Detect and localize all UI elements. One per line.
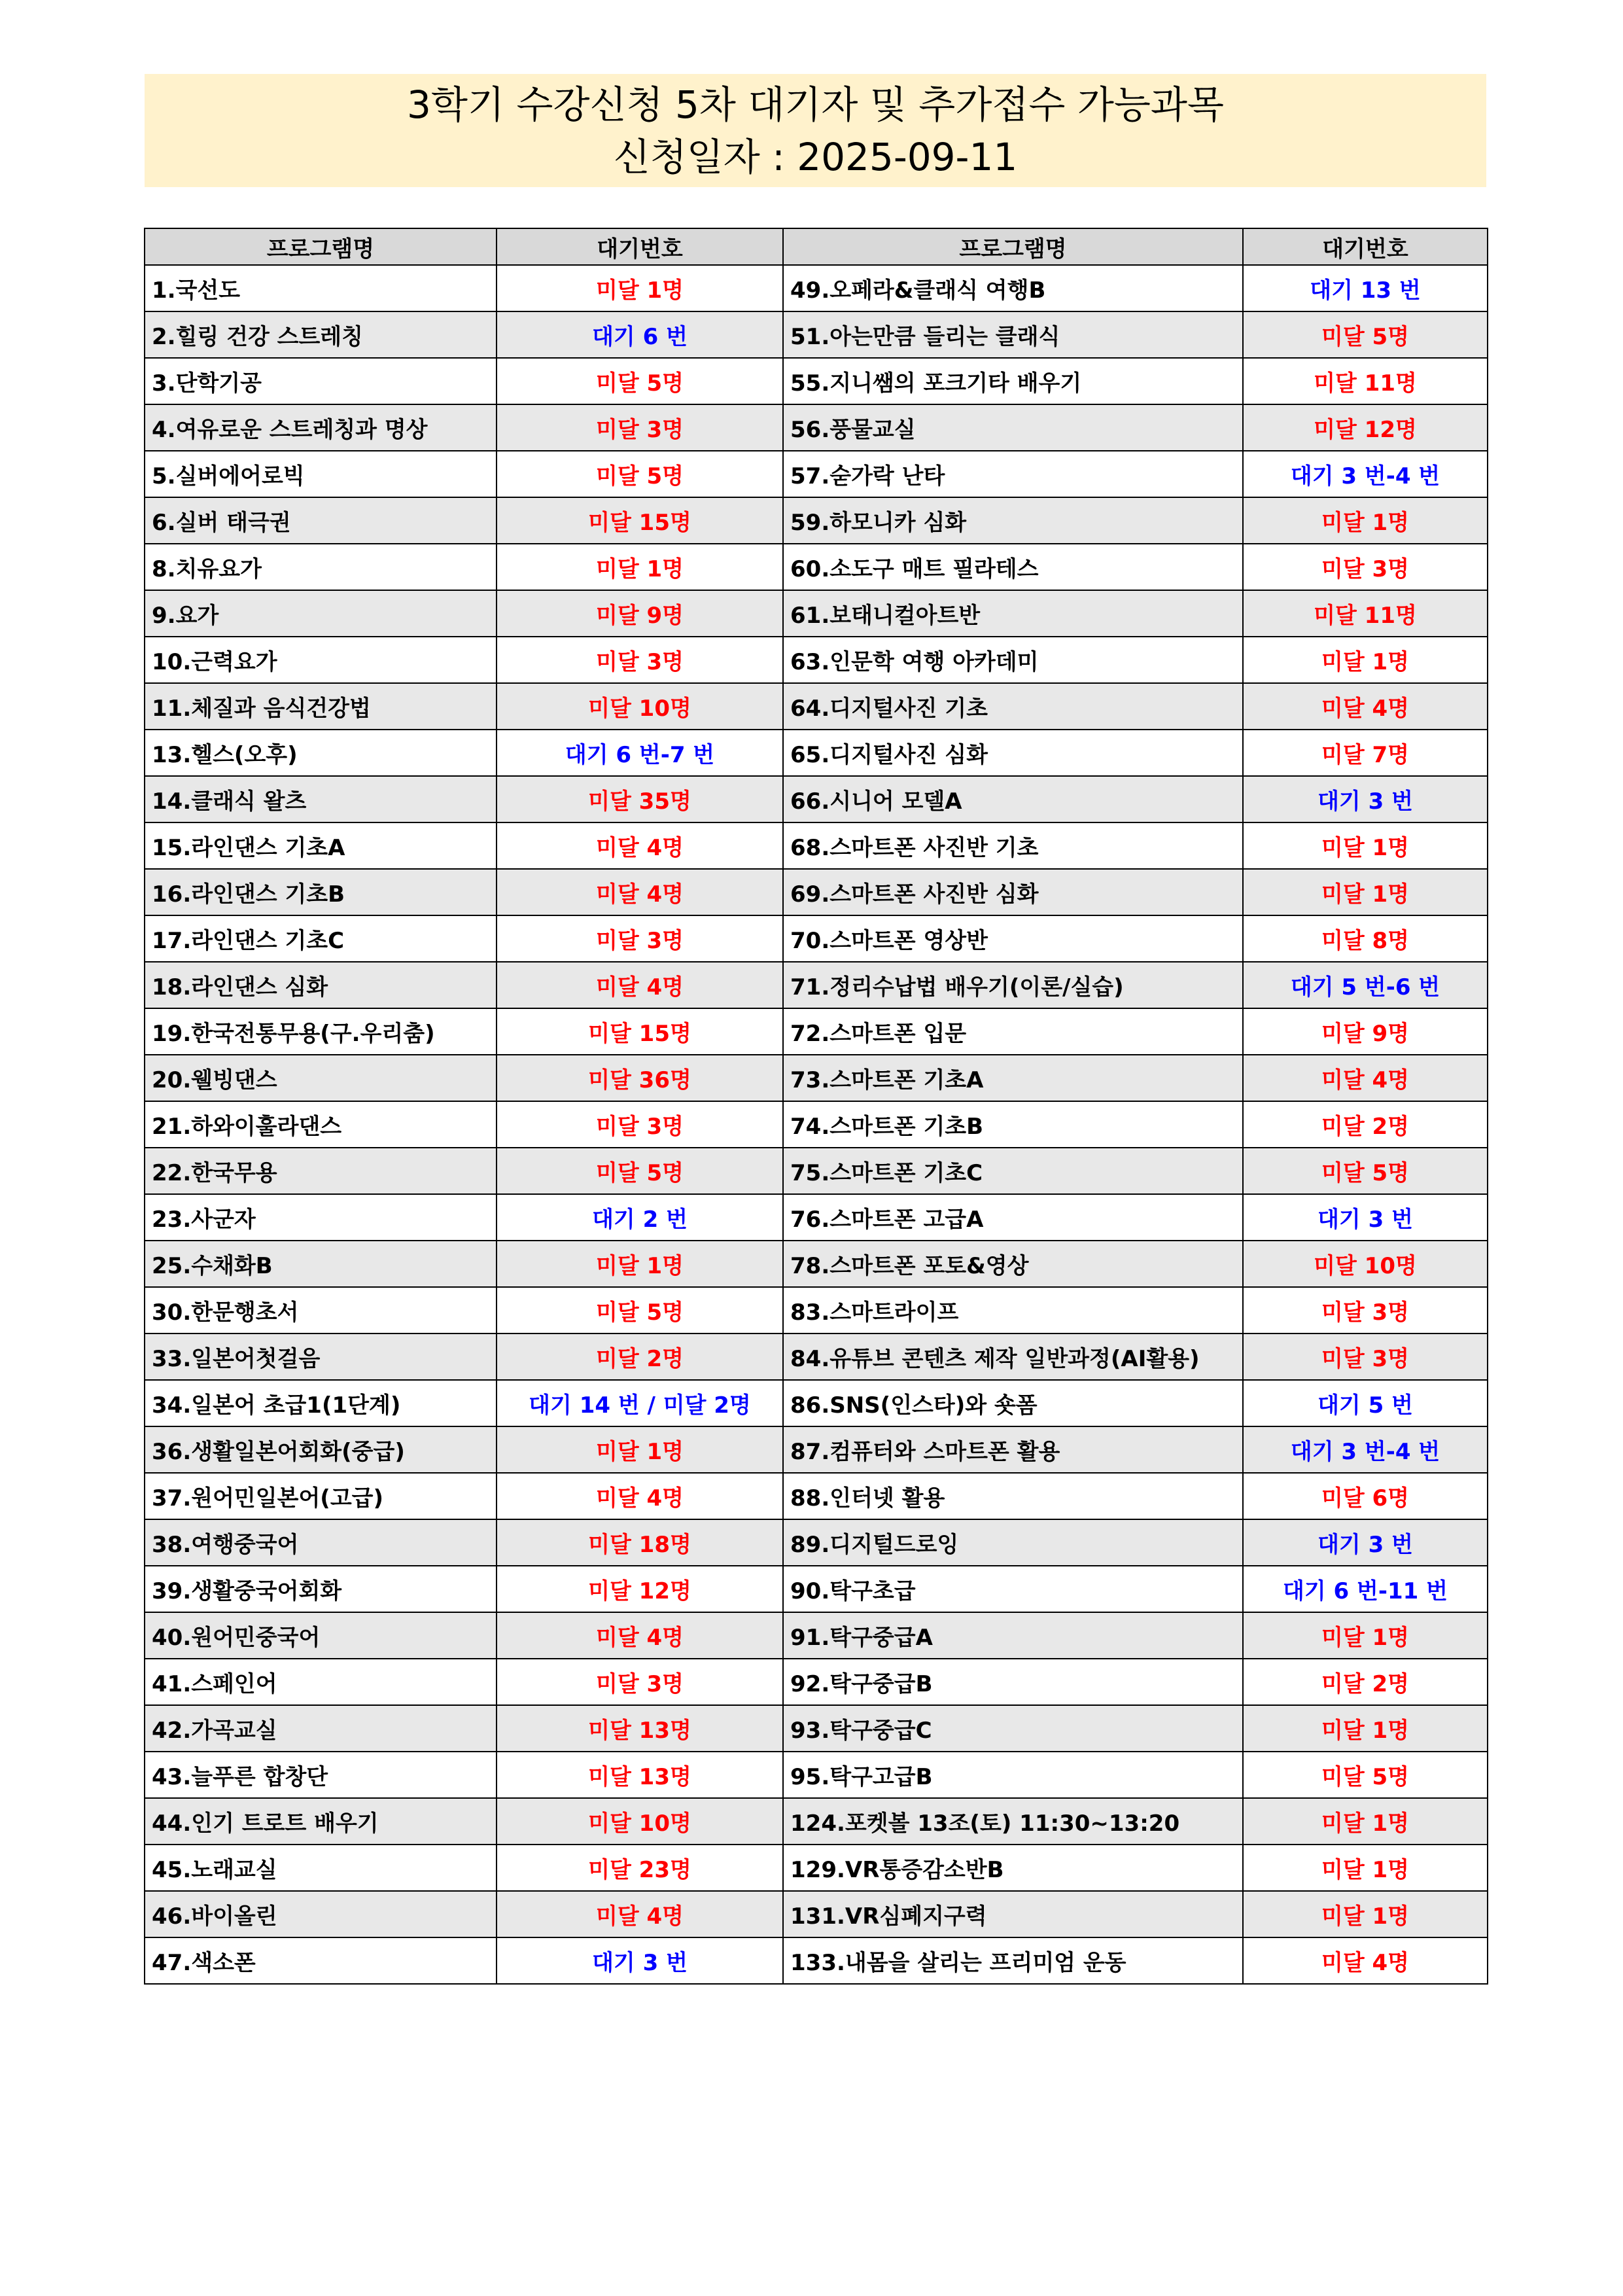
wait-status-left: 미달 1명 — [497, 1426, 783, 1473]
wait-status-left: 미달 13명 — [497, 1752, 783, 1798]
table-row — [145, 915, 1488, 962]
wait-status-right: 미달 2명 — [1243, 1659, 1488, 1705]
table-row — [145, 1008, 1488, 1055]
program-name-right: 78.스마트폰 포토&영상 — [783, 1241, 1243, 1287]
program-name-right: 89.디지털드로잉 — [783, 1519, 1243, 1566]
program-name-left: 33.일본어첫걸음 — [145, 1333, 497, 1380]
wait-status-left: 대기 2 번 — [497, 1194, 783, 1241]
wait-status-left: 대기 6 번 — [497, 311, 783, 358]
program-name-left: 39.생활중국어회화 — [145, 1566, 497, 1612]
program-name-left: 21.하와이훌라댄스 — [145, 1101, 497, 1148]
program-name-right: 55.지니쌤의 포크기타 배우기 — [783, 358, 1243, 404]
program-name-right: 73.스마트폰 기초A — [783, 1055, 1243, 1101]
table-row — [145, 1055, 1488, 1101]
table-header — [145, 228, 1488, 265]
table-row — [145, 962, 1488, 1008]
table-row — [145, 497, 1488, 544]
program-name-left: 46.바이올린 — [145, 1891, 497, 1937]
table-row — [145, 1101, 1488, 1148]
program-name-left: 40.원어민중국어 — [145, 1612, 497, 1659]
program-name-right: 129.VR통증감소반B — [783, 1845, 1243, 1891]
header-program-name-left: 프로그램명 — [145, 228, 497, 265]
wait-status-left: 미달 35명 — [497, 776, 783, 822]
wait-status-right: 대기 6 번-11 번 — [1243, 1566, 1488, 1612]
program-name-left: 18.라인댄스 심화 — [145, 962, 497, 1008]
wait-status-right: 미달 5명 — [1243, 1752, 1488, 1798]
program-name-right: 74.스마트폰 기초B — [783, 1101, 1243, 1148]
program-name-right: 83.스마트라이프 — [783, 1287, 1243, 1333]
wait-status-right: 대기 3 번 — [1243, 1194, 1488, 1241]
wait-status-right: 대기 5 번 — [1243, 1380, 1488, 1426]
waitlist-table — [144, 228, 1488, 1985]
wait-status-left: 미달 9명 — [497, 590, 783, 637]
wait-status-left: 미달 4명 — [497, 1473, 783, 1519]
wait-status-right: 미달 3명 — [1243, 1333, 1488, 1380]
program-name-left: 11.체질과 음식건강법 — [145, 683, 497, 730]
table-row — [145, 776, 1488, 822]
wait-status-left: 미달 1명 — [497, 1241, 783, 1287]
wait-status-right: 미달 3명 — [1243, 544, 1488, 590]
wait-status-right: 미달 11명 — [1243, 358, 1488, 404]
header-wait-number-left: 대기번호 — [497, 228, 783, 265]
program-name-left: 36.생활일본어회화(중급) — [145, 1426, 497, 1473]
page-title: 3학기 수강신청 5차 대기자 및 추가접수 가능과목 — [407, 82, 1224, 127]
program-name-right: 57.숟가락 난타 — [783, 451, 1243, 497]
wait-status-right: 미달 6명 — [1243, 1473, 1488, 1519]
program-name-right: 60.소도구 매트 필라테스 — [783, 544, 1243, 590]
program-name-right: 61.보태니컬아트반 — [783, 590, 1243, 637]
program-name-left: 45.노래교실 — [145, 1845, 497, 1891]
table-row — [145, 1566, 1488, 1612]
program-name-left: 5.실버에어로빅 — [145, 451, 497, 497]
program-name-left: 4.여유로운 스트레칭과 명상 — [145, 404, 497, 451]
program-name-right: 76.스마트폰 고급A — [783, 1194, 1243, 1241]
program-name-right: 69.스마트폰 사진반 심화 — [783, 869, 1243, 915]
program-name-right: 124.포켓볼 13조(토) 11:30~13:20 — [783, 1798, 1243, 1845]
program-name-right: 56.풍물교실 — [783, 404, 1243, 451]
table-row — [145, 1937, 1488, 1984]
wait-status-left: 미달 3명 — [497, 637, 783, 683]
program-name-left: 34.일본어 초급1(1단계) — [145, 1380, 497, 1426]
wait-status-left: 미달 1명 — [497, 544, 783, 590]
table-row — [145, 1519, 1488, 1566]
table-row — [145, 1659, 1488, 1705]
program-name-right: 84.유튜브 콘텐츠 제작 일반과정(AI활용) — [783, 1333, 1243, 1380]
program-name-left: 22.한국무용 — [145, 1148, 497, 1194]
wait-status-left: 대기 6 번-7 번 — [497, 730, 783, 776]
table-row — [145, 1473, 1488, 1519]
wait-status-left: 대기 14 번 / 미달 2명 — [497, 1380, 783, 1426]
wait-status-left: 미달 3명 — [497, 1659, 783, 1705]
table-row — [145, 1241, 1488, 1287]
wait-status-left: 미달 5명 — [497, 358, 783, 404]
program-name-right: 49.오페라&클래식 여행B — [783, 265, 1243, 311]
program-name-left: 30.한문행초서 — [145, 1287, 497, 1333]
program-name-left: 16.라인댄스 기초B — [145, 869, 497, 915]
wait-status-right: 미달 3명 — [1243, 1287, 1488, 1333]
program-name-left: 20.웰빙댄스 — [145, 1055, 497, 1101]
wait-status-left: 미달 15명 — [497, 1008, 783, 1055]
table-row — [145, 1287, 1488, 1333]
program-name-right: 64.디지털사진 기초 — [783, 683, 1243, 730]
wait-status-left: 미달 3명 — [497, 915, 783, 962]
table-row — [145, 1380, 1488, 1426]
program-name-left: 2.힐링 건강 스트레칭 — [145, 311, 497, 358]
program-name-right: 70.스마트폰 영상반 — [783, 915, 1243, 962]
program-name-right: 63.인문학 여행 아카데미 — [783, 637, 1243, 683]
program-name-right: 68.스마트폰 사진반 기초 — [783, 822, 1243, 869]
table-row — [145, 1891, 1488, 1937]
table-row — [145, 1426, 1488, 1473]
table-row — [145, 1705, 1488, 1752]
wait-status-right: 미달 1명 — [1243, 1891, 1488, 1937]
program-name-left: 42.가곡교실 — [145, 1705, 497, 1752]
wait-status-left: 미달 12명 — [497, 1566, 783, 1612]
table-row — [145, 1845, 1488, 1891]
table-row — [145, 683, 1488, 730]
wait-status-left: 미달 2명 — [497, 1333, 783, 1380]
wait-status-left: 미달 1명 — [497, 265, 783, 311]
wait-status-left: 미달 15명 — [497, 497, 783, 544]
wait-status-left: 미달 3명 — [497, 1101, 783, 1148]
title-banner — [145, 74, 1486, 187]
wait-status-right: 미달 1명 — [1243, 497, 1488, 544]
program-name-left: 44.인기 트로트 배우기 — [145, 1798, 497, 1845]
wait-status-right: 미달 1명 — [1243, 1705, 1488, 1752]
program-name-left: 38.여행중국어 — [145, 1519, 497, 1566]
program-name-left: 8.치유요가 — [145, 544, 497, 590]
wait-status-right: 미달 11명 — [1243, 590, 1488, 637]
wait-status-left: 미달 4명 — [497, 1891, 783, 1937]
wait-status-left: 대기 3 번 — [497, 1937, 783, 1984]
program-name-right: 95.탁구고급B — [783, 1752, 1243, 1798]
wait-status-right: 미달 1명 — [1243, 1612, 1488, 1659]
program-name-left: 15.라인댄스 기초A — [145, 822, 497, 869]
wait-status-right: 미달 4명 — [1243, 683, 1488, 730]
program-name-left: 17.라인댄스 기초C — [145, 915, 497, 962]
wait-status-right: 미달 7명 — [1243, 730, 1488, 776]
table-row — [145, 311, 1488, 358]
program-name-left: 41.스페인어 — [145, 1659, 497, 1705]
header-program-name-right: 프로그램명 — [783, 228, 1243, 265]
wait-status-left: 미달 4명 — [497, 1612, 783, 1659]
program-name-right: 71.정리수납법 배우기(이론/실습) — [783, 962, 1243, 1008]
program-name-left: 13.헬스(오후) — [145, 730, 497, 776]
program-name-right: 91.탁구중급A — [783, 1612, 1243, 1659]
program-name-left: 10.근력요가 — [145, 637, 497, 683]
program-name-left: 6.실버 태극권 — [145, 497, 497, 544]
wait-status-right: 미달 1명 — [1243, 869, 1488, 915]
program-name-right: 66.시니어 모델A — [783, 776, 1243, 822]
program-name-left: 25.수채화B — [145, 1241, 497, 1287]
program-name-right: 93.탁구중급C — [783, 1705, 1243, 1752]
table-body — [145, 265, 1488, 1984]
wait-status-right: 대기 3 번 — [1243, 1519, 1488, 1566]
program-name-left: 19.한국전통무용(구.우리춤) — [145, 1008, 497, 1055]
table-row — [145, 1612, 1488, 1659]
program-name-left: 14.클래식 왈츠 — [145, 776, 497, 822]
wait-status-left: 미달 4명 — [497, 869, 783, 915]
wait-status-left: 미달 4명 — [497, 822, 783, 869]
wait-status-right: 미달 12명 — [1243, 404, 1488, 451]
program-name-right: 92.탁구중급B — [783, 1659, 1243, 1705]
table-row — [145, 822, 1488, 869]
table-row — [145, 1798, 1488, 1845]
wait-status-left: 미달 23명 — [497, 1845, 783, 1891]
wait-status-left: 미달 5명 — [497, 1287, 783, 1333]
wait-status-right: 미달 4명 — [1243, 1055, 1488, 1101]
program-name-left: 1.국선도 — [145, 265, 497, 311]
wait-status-right: 미달 5명 — [1243, 1148, 1488, 1194]
table-row — [145, 590, 1488, 637]
table-row — [145, 730, 1488, 776]
program-name-right: 51.아는만큼 들리는 클래식 — [783, 311, 1243, 358]
wait-status-right: 대기 3 번-4 번 — [1243, 1426, 1488, 1473]
wait-status-right: 미달 2명 — [1243, 1101, 1488, 1148]
wait-status-right: 미달 1명 — [1243, 822, 1488, 869]
wait-status-right: 미달 5명 — [1243, 311, 1488, 358]
application-date: 신청일자 : 2025-09-11 — [613, 134, 1018, 179]
program-name-right: 86.SNS(인스타)와 숏폼 — [783, 1380, 1243, 1426]
program-name-right: 59.하모니카 심화 — [783, 497, 1243, 544]
program-name-left: 37.원어민일본어(고급) — [145, 1473, 497, 1519]
table-row — [145, 1148, 1488, 1194]
table-row — [145, 1752, 1488, 1798]
program-name-left: 23.사군자 — [145, 1194, 497, 1241]
wait-status-right: 미달 8명 — [1243, 915, 1488, 962]
wait-status-right: 미달 1명 — [1243, 637, 1488, 683]
program-name-right: 131.VR심폐지구력 — [783, 1891, 1243, 1937]
table-row — [145, 869, 1488, 915]
wait-status-left: 미달 5명 — [497, 451, 783, 497]
wait-status-left: 미달 18명 — [497, 1519, 783, 1566]
program-name-left: 47.색소폰 — [145, 1937, 497, 1984]
wait-status-right: 대기 5 번-6 번 — [1243, 962, 1488, 1008]
program-name-right: 133.내몸을 살리는 프리미엄 운동 — [783, 1937, 1243, 1984]
wait-status-left: 미달 10명 — [497, 1798, 783, 1845]
wait-status-right: 미달 1명 — [1243, 1845, 1488, 1891]
wait-status-left: 미달 36명 — [497, 1055, 783, 1101]
program-name-left: 9.요가 — [145, 590, 497, 637]
program-name-left: 3.단학기공 — [145, 358, 497, 404]
table-row — [145, 544, 1488, 590]
table-row — [145, 451, 1488, 497]
program-name-right: 90.탁구초급 — [783, 1566, 1243, 1612]
wait-status-right: 대기 3 번 — [1243, 776, 1488, 822]
table-row — [145, 358, 1488, 404]
header-wait-number-right: 대기번호 — [1243, 228, 1488, 265]
wait-status-right: 미달 1명 — [1243, 1798, 1488, 1845]
program-name-right: 65.디지털사진 심화 — [783, 730, 1243, 776]
wait-status-left: 미달 3명 — [497, 404, 783, 451]
header-row — [145, 228, 1488, 265]
table-row — [145, 1194, 1488, 1241]
wait-status-left: 미달 10명 — [497, 683, 783, 730]
table-row — [145, 637, 1488, 683]
table-row — [145, 404, 1488, 451]
wait-status-left: 미달 4명 — [497, 962, 783, 1008]
wait-status-right: 대기 13 번 — [1243, 265, 1488, 311]
program-name-right: 72.스마트폰 입문 — [783, 1008, 1243, 1055]
program-name-right: 88.인터넷 활용 — [783, 1473, 1243, 1519]
wait-status-left: 미달 13명 — [497, 1705, 783, 1752]
wait-status-right: 미달 9명 — [1243, 1008, 1488, 1055]
table-row — [145, 265, 1488, 311]
program-name-left: 43.늘푸른 합창단 — [145, 1752, 497, 1798]
program-name-right: 87.컴퓨터와 스마트폰 활용 — [783, 1426, 1243, 1473]
table-row — [145, 1333, 1488, 1380]
wait-status-right: 미달 4명 — [1243, 1937, 1488, 1984]
wait-status-left: 미달 5명 — [497, 1148, 783, 1194]
program-name-right: 75.스마트폰 기초C — [783, 1148, 1243, 1194]
wait-status-right: 미달 10명 — [1243, 1241, 1488, 1287]
wait-status-right: 대기 3 번-4 번 — [1243, 451, 1488, 497]
